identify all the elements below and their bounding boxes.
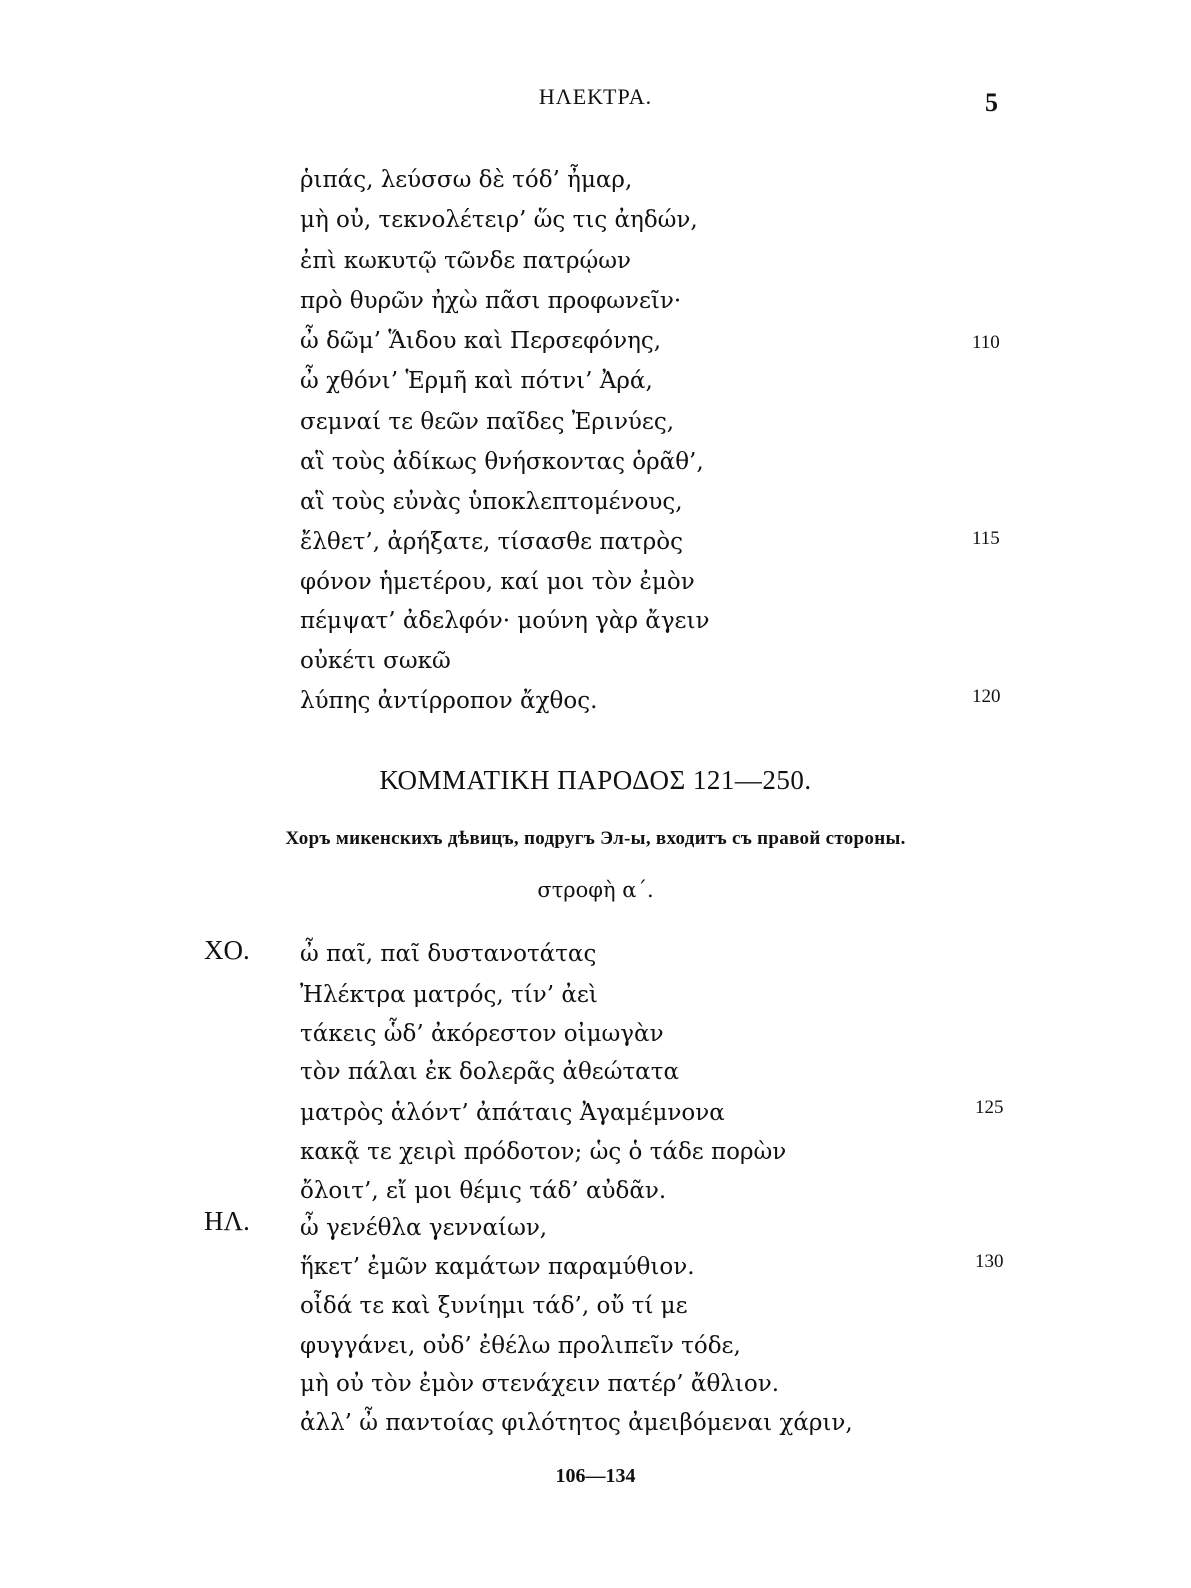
- verse-line: τάκεις ὧδ’ ἀκόρεστον οἰμωγὰν: [300, 1021, 664, 1047]
- speaker-label: ΗΛ.: [204, 1206, 250, 1236]
- verse-line: ἔλθετ’, ἀρήξατε, τίσασθε πατρὸς: [300, 529, 684, 555]
- verse-line: ἀλλ’ ὦ παντοίας φιλότητος ἀμειβόμεναι χάριν,: [300, 1410, 853, 1436]
- line-number: 130: [975, 1251, 1004, 1272]
- verse-line: ἥκετ’ ἐμῶν καμάτων παραμύθιον.: [300, 1254, 695, 1280]
- verse-line: ὦ γενέθλα γενναίων,: [300, 1215, 548, 1241]
- verse-line: ματρὸς ἁλόντ’ ἀπάταις Ἀγαμέμνονα: [300, 1100, 725, 1126]
- footer-line-range: 106—134: [555, 1465, 636, 1487]
- line-number: 110: [972, 332, 1000, 353]
- running-title: ΗΛΕΚΤΡΑ.: [538, 84, 653, 109]
- verse-line: Ἠλέκτρα ματρός, τίν’ ἀεὶ: [300, 982, 598, 1008]
- verse-line: σεμναί τε θεῶν παῖδες Ἐρινύες,: [300, 409, 675, 435]
- verse-line: ὄλοιτ’, εἴ μοι θέμις τάδ’ αὐδᾶν.: [300, 1178, 667, 1204]
- line-number: 120: [972, 686, 1001, 707]
- verse-line: μὴ οὐ τὸν ἐμὸν στενάχειν πατέρ’ ἄθλιον.: [300, 1371, 780, 1397]
- verse-line: ῥιπάς, λεύσσω δὲ τόδ’ ἦμαρ,: [300, 167, 633, 193]
- verse-line: πρὸ θυρῶν ἠχὼ πᾶσι προφωνεῖν·: [300, 288, 682, 314]
- verse-line: κακᾷ τε χειρὶ πρόδοτον; ὡς ὁ τάδε πορὼν: [300, 1139, 787, 1165]
- verse-line: οἶδά τε καὶ ξυνίημι τάδ’, οὔ τί με: [300, 1293, 688, 1319]
- verse-line: οὐκέτι σωκῶ: [300, 648, 451, 674]
- section-heading: ΚΟΜΜΑΤΙΚΗ ΠΑΡΟΔΟΣ 121—250.: [379, 765, 812, 795]
- verse-line: φυγγάνει, οὐδ’ ἐθέλω προλιπεῖν τόδε,: [300, 1333, 741, 1359]
- verse-line: ἐπὶ κωκυτῷ τῶνδε πατρῴων: [300, 248, 631, 274]
- verse-line: αἳ τοὺς ἀδίκως θνήσκοντας ὁρᾶθ’,: [300, 449, 704, 475]
- verse-line: φόνον ἡμετέρου, καί μοι τὸν ἐμὸν: [300, 569, 695, 595]
- verse-line: αἳ τοὺς εὐνὰς ὑποκλεπτομένους,: [300, 489, 683, 515]
- verse-line: ὦ δῶμ’ Ἅιδου καὶ Περσεφόνης,: [300, 328, 662, 354]
- verse-line: μὴ οὐ, τεκνολέτειρ’ ὥς τις ἀηδών,: [300, 207, 698, 233]
- stage-direction: Хоръ микенскихъ дѣвицъ, подругъ Эл-ы, входитъ съ правой стороны.: [285, 828, 906, 849]
- verse-line: πέμψατ’ ἀδελφόν· μούνη γὰρ ἄγειν: [300, 608, 710, 634]
- speaker-label: ΧΟ.: [204, 935, 250, 965]
- verse-line: τὸν πάλαι ἐκ δολερᾶς ἀθεώτατα: [300, 1059, 679, 1085]
- verse-line: ὦ χθόνι’ Ἑρμῆ καὶ πότνι’ Ἀρά,: [300, 368, 653, 394]
- verse-line: λύπης ἀντίρροπον ἄχθος.: [300, 688, 598, 714]
- strophe-label: στροφὴ α΄.: [537, 878, 654, 902]
- line-number: 125: [975, 1097, 1004, 1118]
- line-number: 115: [972, 528, 1000, 549]
- verse-line: ὦ παῖ, παῖ δυστανοτάτας: [300, 941, 597, 967]
- page-number: 5: [985, 88, 998, 117]
